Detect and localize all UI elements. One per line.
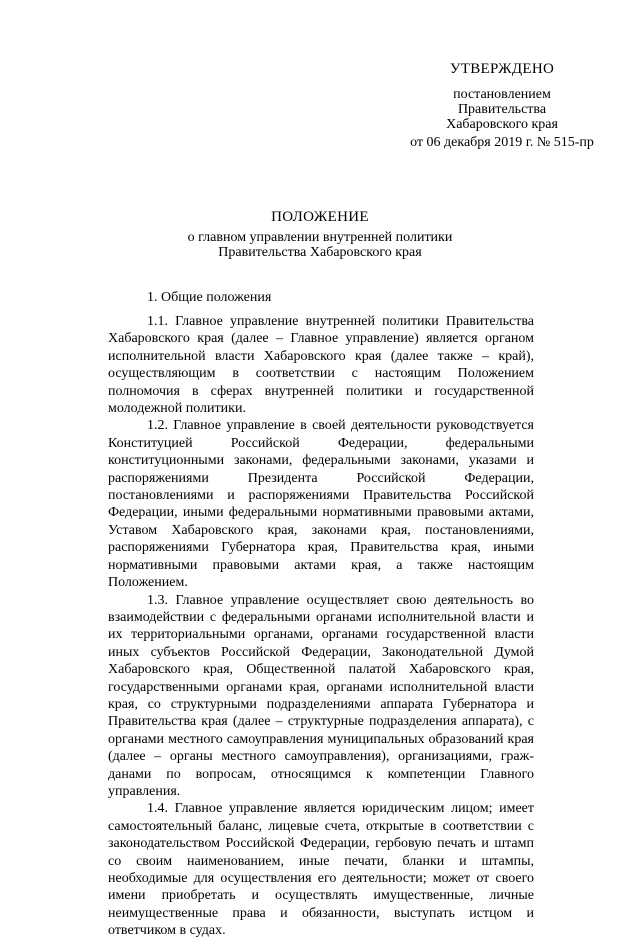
document-subtitle-line-2: Правительства Хабаровского края (218, 245, 422, 260)
paragraph-1-4: 1.4. Главное управление является юридическим лицом; имеет самостоятельный баланс, лицевые счета, открытые в соответствии с законодательством Российской Федерации, гербовую печать и штамп со своим наименованием, иные печати, бланки и штампы, необходимые для осуществления его деятельности; может от своего имени приобретать и осуществлять имущественные, личные неимущественные права и обязанности, выступать истцом и ответчиком в судах. (108, 801, 534, 939)
document-heading (100, 210, 540, 260)
approval-line-resolution: постановлением (453, 87, 551, 102)
paragraph-1-2: 1.2. Главное управление в своей деятельности руководствуется Конституцией Российской Федерации, федеральными конституционными законами, федеральными законами, указами и распоряжениями Президента Российской Федерации, постановлениями и распоряжениями Правительства Российской Федерации, иными федеральными нормативными правовыми актами, Уставом Хабаровского края, законами края, постановлениями, распоряжениями Губернатора края, Правительства края, иными нормативными правовыми актами края, а также настоящим Положением. (108, 418, 534, 591)
document-subtitle-line-1: о главном управлении внутренней политики (187, 230, 453, 245)
paragraph-1-1: 1.1. Главное управление внутренней политики Правительства Хабаровского края (далее – Главное управление) является органом исполнительной власти Хабаровского края (далее также – край), осуществляющим в соответствии с настоящим Положением полномочия в сферах внутренней политики и государственной молодежной политики. (108, 314, 534, 417)
document-body (108, 313, 534, 940)
document-title: ПОЛОЖЕНИЕ (271, 209, 369, 225)
approval-line-region: Хабаровского края (446, 117, 558, 132)
section-title: 1. Общие положения (147, 290, 272, 305)
approval-title: УТВЕРЖДЕНО (449, 61, 555, 77)
approval-line-government: Правительства (457, 102, 547, 117)
approval-stamp (392, 62, 612, 150)
approval-date: от 06 декабря 2019 г. № 515-пр (410, 135, 594, 150)
paragraph-1-3: 1.3. Главное управление осуществляет свою деятельность во взаимодействии с федеральными органами исполнительной власти и их территориальными органами, органами государственной власти иных субъектов Российской Федерации, Законодательной Думой Хабаровского края, Общественной палатой Хабаровского края, государственными органами края, органами исполнительной власти края, со структурными подразделениями аппарата Губернатора и Правительства края (далее – структурные подразделения аппарата), с органами местного самоуправления муниципальных образований края (далее – органы местного самоуправления), организациями, гражданами по вопросам, относящимся к компетенции Главного управления. (108, 592, 534, 799)
